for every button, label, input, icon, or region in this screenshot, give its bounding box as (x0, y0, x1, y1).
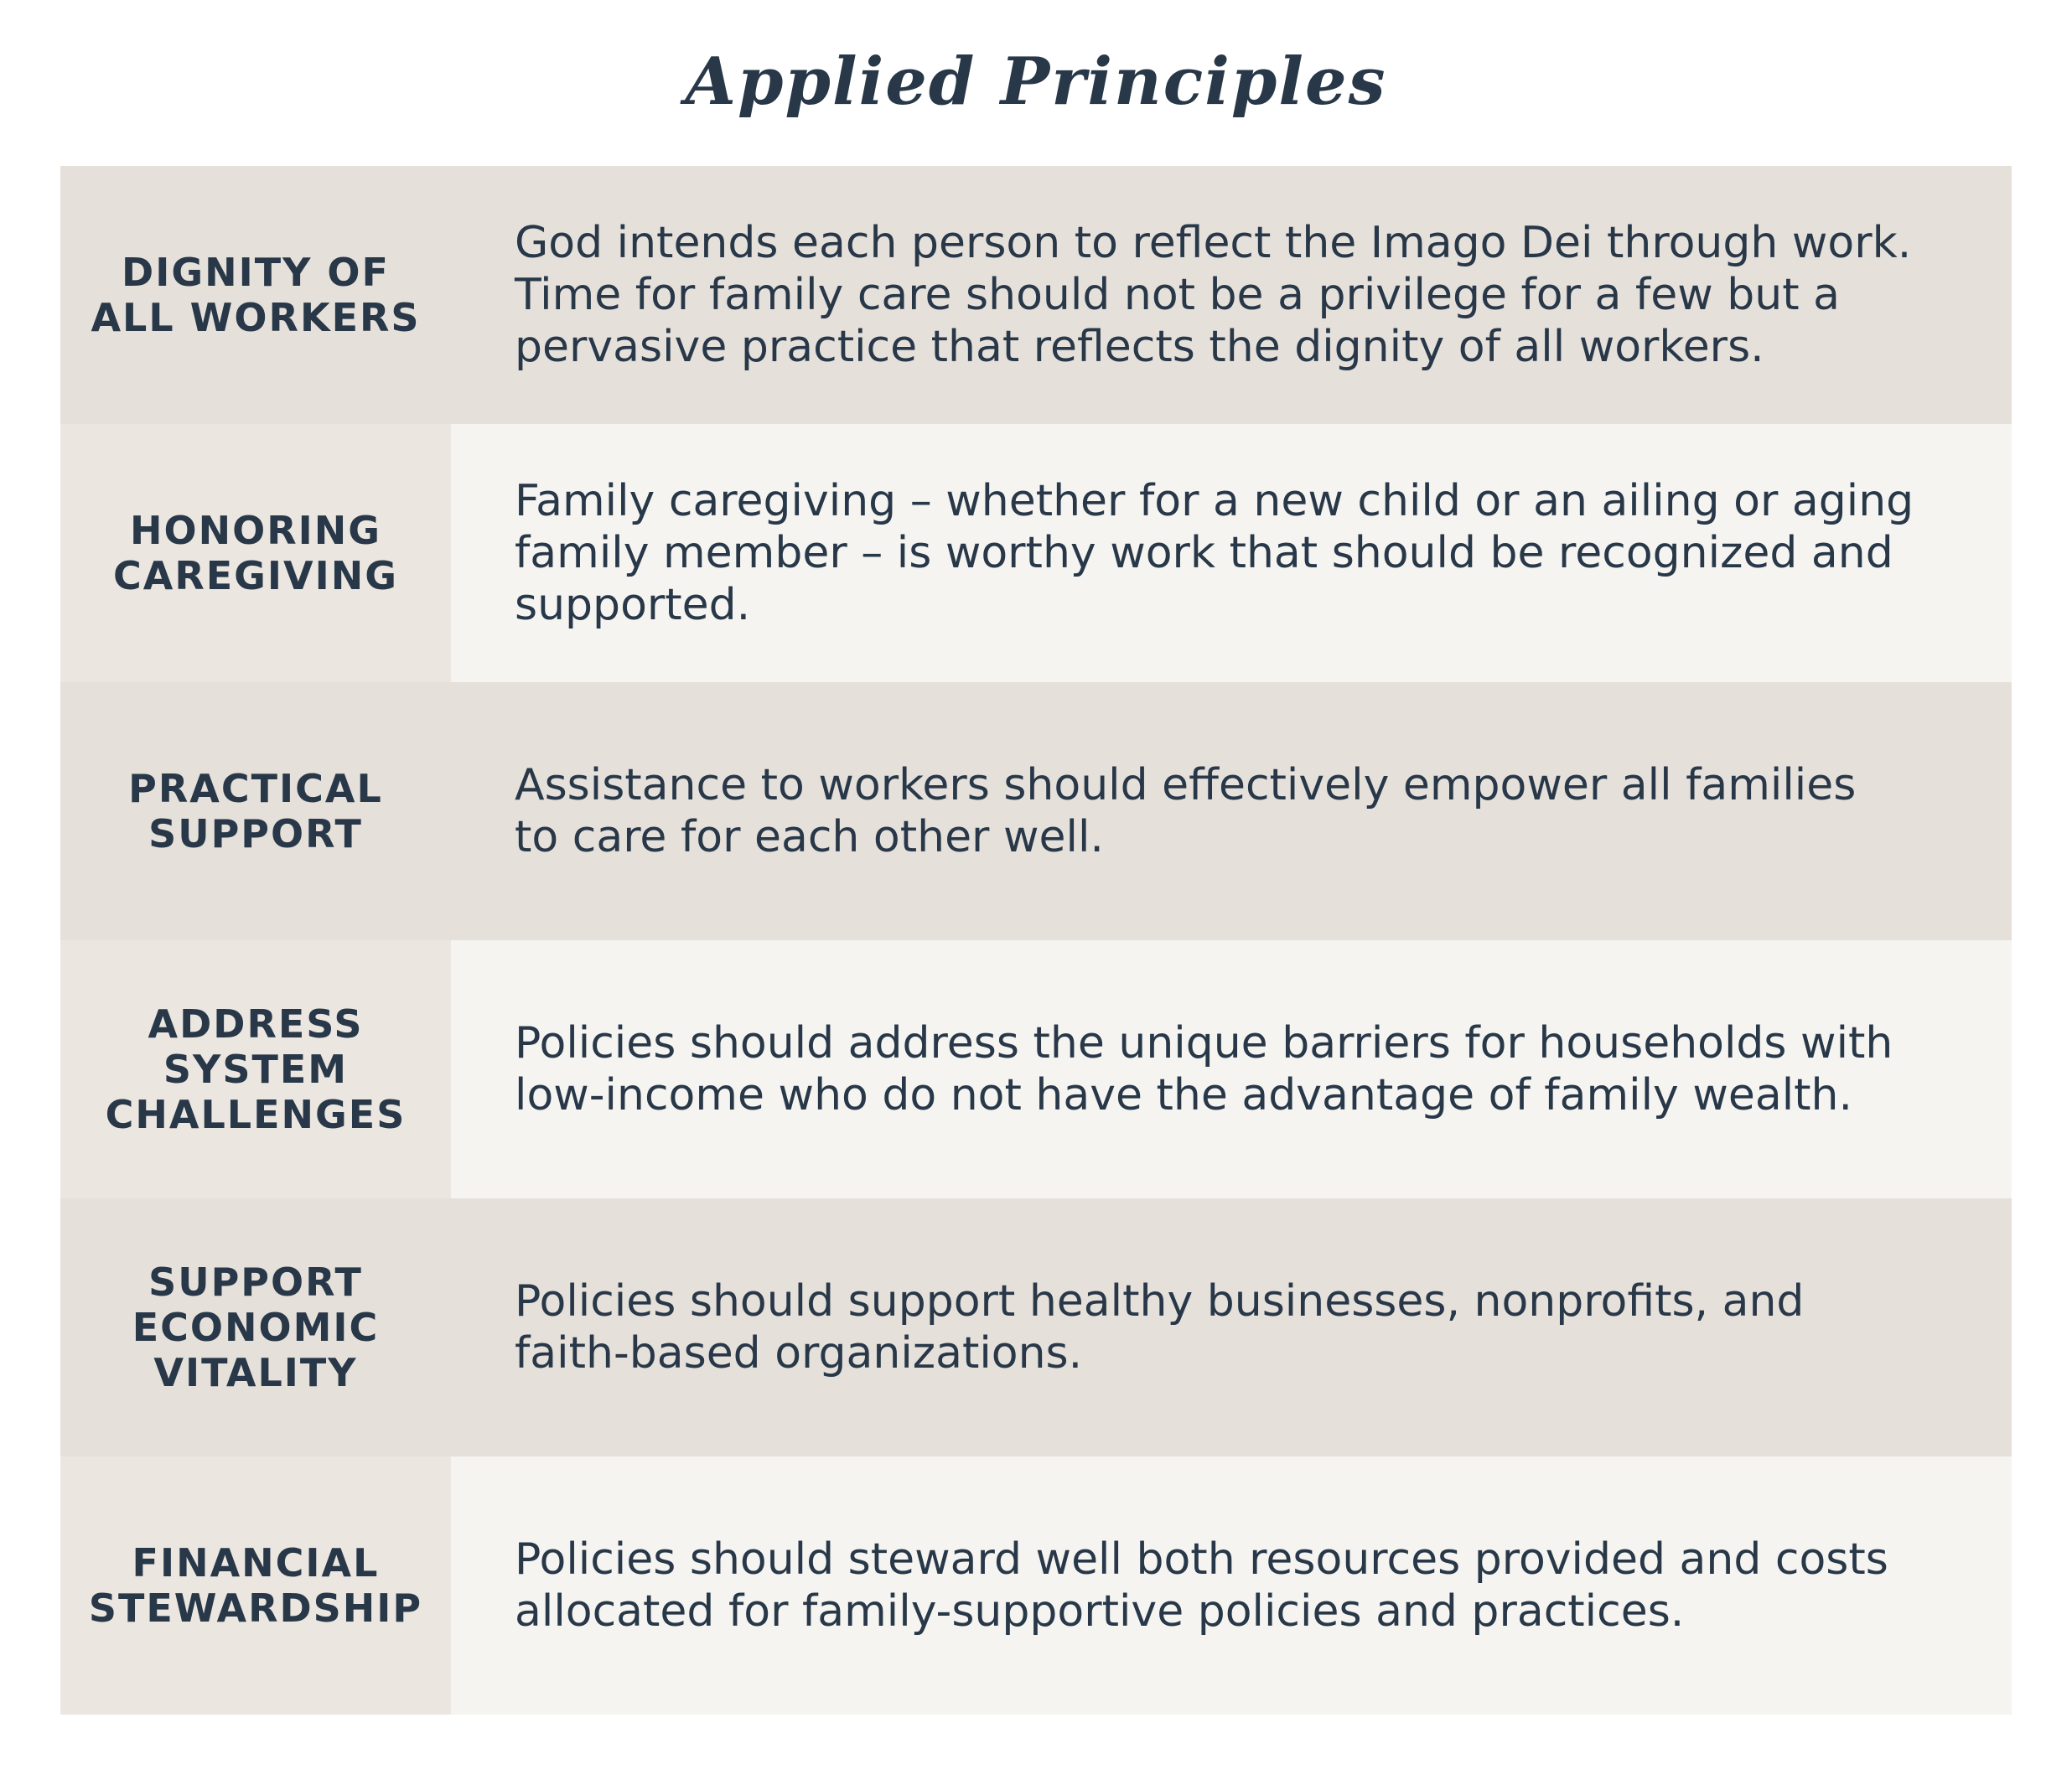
principles-table (60, 166, 2012, 1715)
table-row (60, 682, 2012, 940)
row-label: ADDRESS SYSTEM CHALLENGES (60, 940, 451, 1198)
row-label: DIGNITY OF ALL WORKERS (60, 166, 451, 424)
row-label: PRACTICAL SUPPORT (60, 682, 451, 940)
row-label: HONORING CAREGIVING (60, 424, 451, 682)
row-description: Policies should address the unique barriers for households with low-income who do not have the advantage of family wealth. (451, 940, 2012, 1198)
page-title: Applied Principles (685, 44, 1387, 120)
row-description: Assistance to workers should effectively empower all families to care for each other well. (451, 682, 2012, 940)
table-row (60, 940, 2012, 1198)
table-row (60, 166, 2012, 424)
row-label: FINANCIAL STEWARDSHIP (60, 1456, 451, 1715)
table-row (60, 1456, 2012, 1715)
row-description: God intends each person to reflect the Imago Dei through work. Time for family care should not be a privilege for a few but a pervasive practice that reflects the dignity of all workers. (451, 166, 2012, 424)
row-description: Family caregiving – whether for a new child or an ailing or aging family member – is worthy work that should be recognized and supported. (451, 424, 2012, 682)
table-row (60, 1198, 2012, 1456)
row-description: Policies should support healthy businesses, nonprofits, and faith-based organizations. (451, 1198, 2012, 1456)
row-description: Policies should steward well both resources provided and costs allocated for family-supportive policies and practices. (451, 1456, 2012, 1715)
table-row (60, 424, 2012, 682)
row-label: SUPPORT ECONOMIC VITALITY (60, 1198, 451, 1456)
